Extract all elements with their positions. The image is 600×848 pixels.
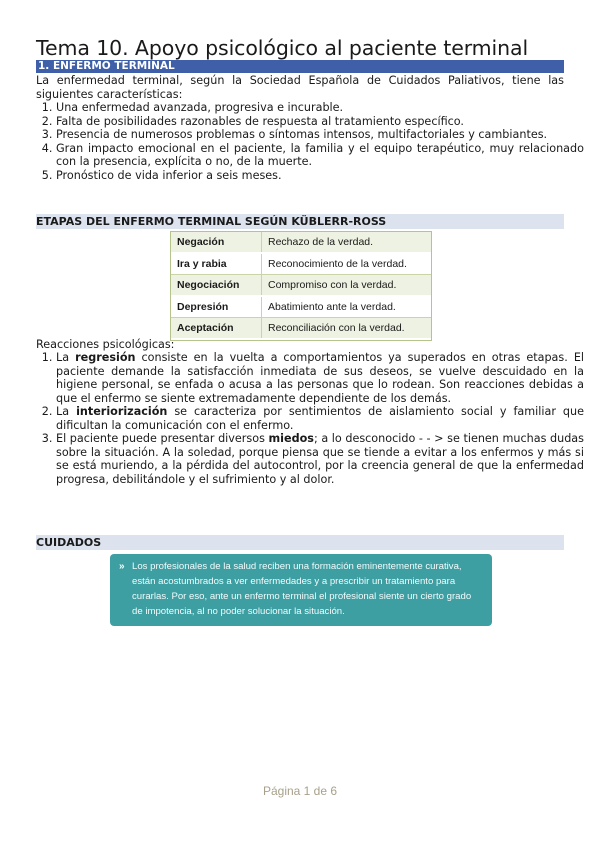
list-item [56,405,584,432]
table-row [171,253,431,275]
stage-description: Compromiso con la verdad. [262,275,432,297]
reaction-text: El paciente puede presentar diversos [56,432,269,445]
stage-description: Reconciliación con la verdad. [262,318,432,340]
reaction-term: regresión [75,351,136,364]
list-item: 2. Falta de posibilidades razonables de respuesta al tratamiento específico. [56,115,584,129]
list-item: 5. Pronóstico de vida inferior a seis meses. [56,169,584,183]
list-item [56,351,584,405]
table-row [171,275,431,297]
reaction-term: miedos [268,432,314,445]
list-item [56,432,584,486]
reactions-label: Reacciones psicológicas: [36,338,175,351]
section-heading-cuidados: CUIDADOS [36,535,564,550]
stage-name: Negación [171,232,262,253]
stage-name: Negociación [171,275,262,297]
list-item: 1. Una enfermedad avanzada, progresiva e incurable. [56,101,584,115]
reaction-text: consiste en la vuelta a comportamientos ya superados en otras etapas. El paciente demande la satisfacción inmediata de sus deseos, se vuelve descuidado en la higiene personal, se enfada o acusa a las personas que lo rodean. Son reacciones debidas a que el enfermo se siente extremadamente dependiente de los demás. [56,351,584,405]
section-heading-enfermo-terminal: 1. ENFERMO TERMINAL [36,60,564,73]
callout-text: Los profesionales de la salud reciben una formación eminentemente curativa, están acostumbrados a ver enfermedades y a prescribir un tratamiento para curarlas. Por eso, ante un enfermo terminal el profesional siente un cierto grado de impotencia, al no poder solucionar la situación. [132,561,472,617]
callout-box [110,554,492,626]
stage-description: Abatimiento ante la verdad. [262,296,432,318]
reaction-text: ; a lo desconocido - - > se tienen muchas dudas sobre la situación. A la soledad, porque piensa que se tiende a evitar a los enfermos y más si se está muriendo, a la pérdida del autocontrol, por la creencia general de que la enfermedad progresa, debilitándole y el sufrimiento y al dolor. [56,432,584,486]
stage-name: Aceptación [171,318,262,340]
page-footer: Página 1 de 6 [262,784,338,798]
page-title: Tema 10. Apoyo psicológico al paciente terminal [36,36,529,60]
stage-name: Depresión [171,296,262,318]
reaction-term: interiorización [76,405,168,418]
reaction-text: se caracteriza por sentimientos de aislamiento social y familiar que dificultan la comunicación con el enfermo. [56,405,584,432]
intro-paragraph: La enfermedad terminal, según la Sociedad Española de Cuidados Paliativos, tiene las siguientes características: [36,74,564,101]
list-item: 4. Gran impacto emocional en el paciente, la familia y el equipo terapéutico, muy relacionado con la presencia, explícita o no, de la muerte. [56,142,584,169]
table-row [171,232,431,253]
stage-description: Rechazo de la verdad. [262,232,432,253]
reaction-text: La [56,351,76,364]
list-item: 3. Presencia de numerosos problemas o síntomas intensos, multifactoriales y cambiantes. [56,128,584,142]
stage-name: Ira y rabia [171,253,262,275]
table-row [171,296,431,318]
reactions-list [36,351,584,486]
double-chevron-right-icon: » [119,561,125,572]
reaction-text: La [56,405,77,418]
stage-description: Reconocimiento de la verdad. [262,253,432,275]
section-heading-etapas: ETAPAS DEL ENFERMO TERMINAL SEGÚN KÜBLERR-ROSS [36,214,564,229]
characteristics-list [36,101,584,182]
stages-table [170,231,432,341]
table-row [171,318,431,340]
